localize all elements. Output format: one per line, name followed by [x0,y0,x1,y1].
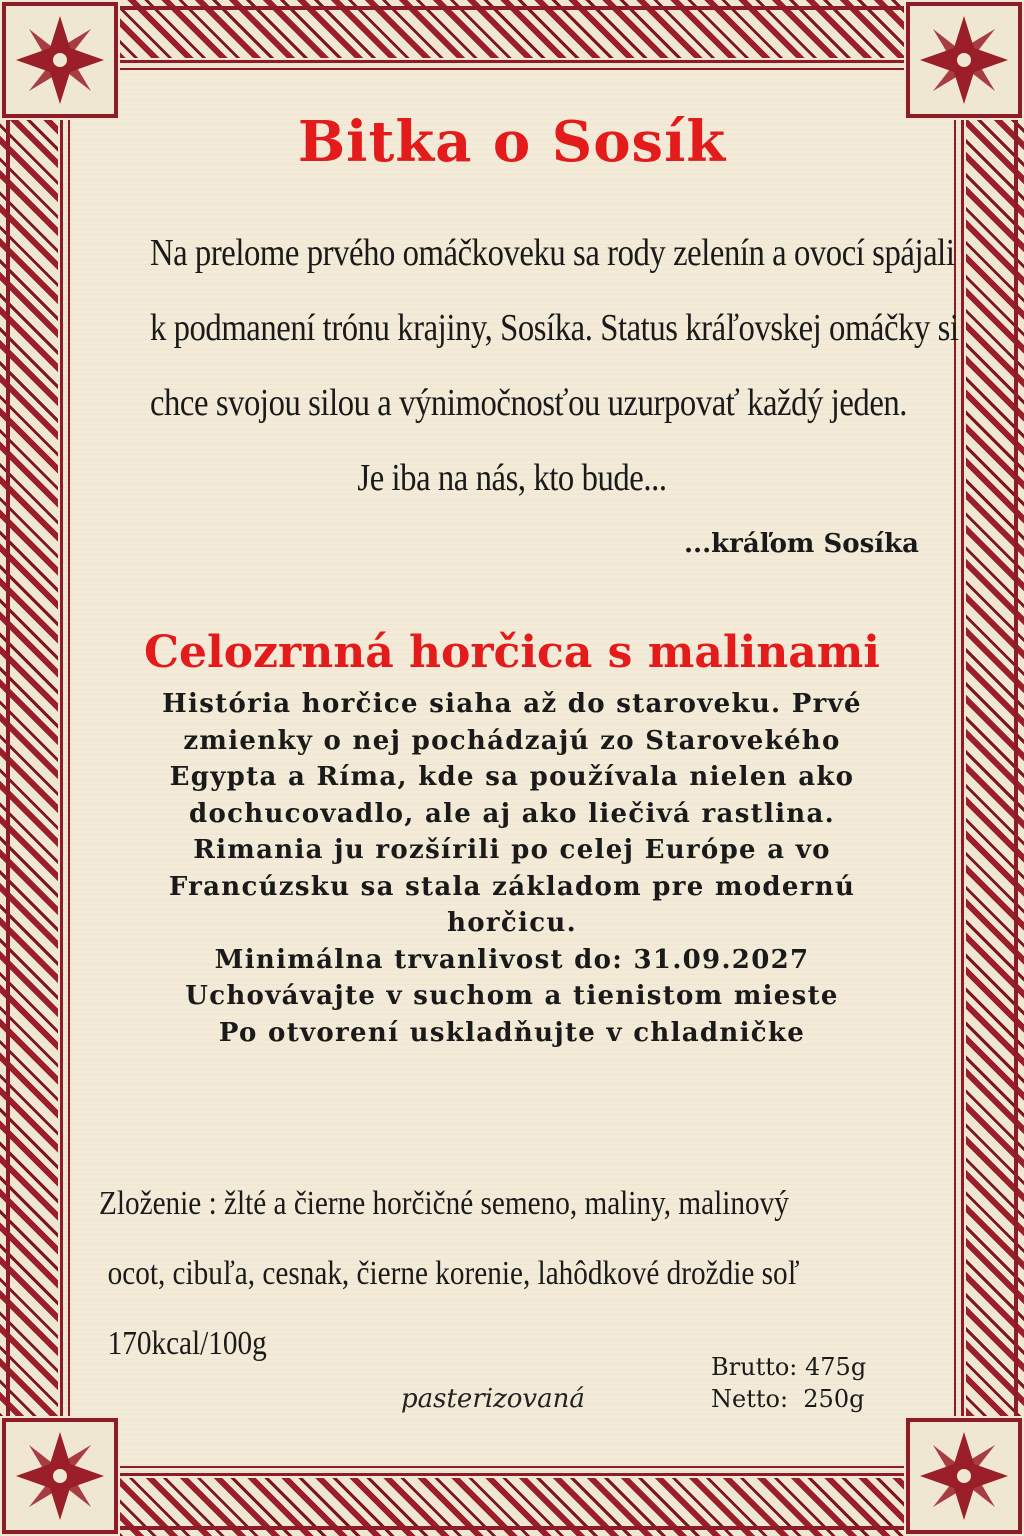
story-line: k podmanení trónu krajiny, Sosíka. Status kráľovskej omáčky si [149,307,959,349]
product-name: Celozrnná horčica s malinami [143,627,881,678]
netto-weight: Netto: 250g [711,1385,865,1413]
history-line: horčicu. [447,908,577,938]
history-line: Francúzsku sa stala základom pre modernú [168,871,856,902]
story-line: Je iba na nás, kto bude... [357,457,667,499]
energy-value: 170kcal/100g [107,1325,267,1362]
brutto-weight: Brutto: 475g [711,1353,867,1381]
story-line: chce svojou silou a výnimočnosťou uzurpovať každý jeden. [149,382,908,424]
after-opening-line: Po otvorení uskladňujte v chladničke [218,1017,806,1048]
story-text [149,216,959,516]
label-content [71,71,959,1465]
history-line: Egypta a Ríma, kde sa používala nielen ako [169,762,855,792]
story-line: Na prelome prvého omáčkoveku sa rody zelenín a ovocí spájali [149,232,955,274]
product-history [93,686,931,1051]
weights [711,1351,866,1415]
story-signature: ...kráľom Sosíka [684,529,919,559]
composition-line: ocot, cibuľa, cesnak, čierne korenie, lahôdkové droždie soľ [107,1255,800,1292]
history-line: História horčice siaha až do staroveku. Prvé [162,689,862,719]
best-before-line: Minimálna trvanlivost do: 31.09.2027 [214,944,810,975]
storage-line: Uchovávajte v suchom a tienistom mieste [185,981,839,1011]
label-title: Bitka o Sosík [297,109,727,175]
history-line: Rimania ju rozšírili po celej Európe a vo [193,835,831,865]
composition-line: Zloženie : žlté a čierne horčičné semeno, maliny, malinový [99,1185,789,1222]
history-line: zmienky o nej pochádzajú zo Starovekého [183,725,841,756]
pasteurized-note: pasterizovaná [401,1384,585,1414]
composition [99,1169,813,1379]
history-line: dochucovadlo, ale aj ako liečivá rastlina. [188,798,836,829]
